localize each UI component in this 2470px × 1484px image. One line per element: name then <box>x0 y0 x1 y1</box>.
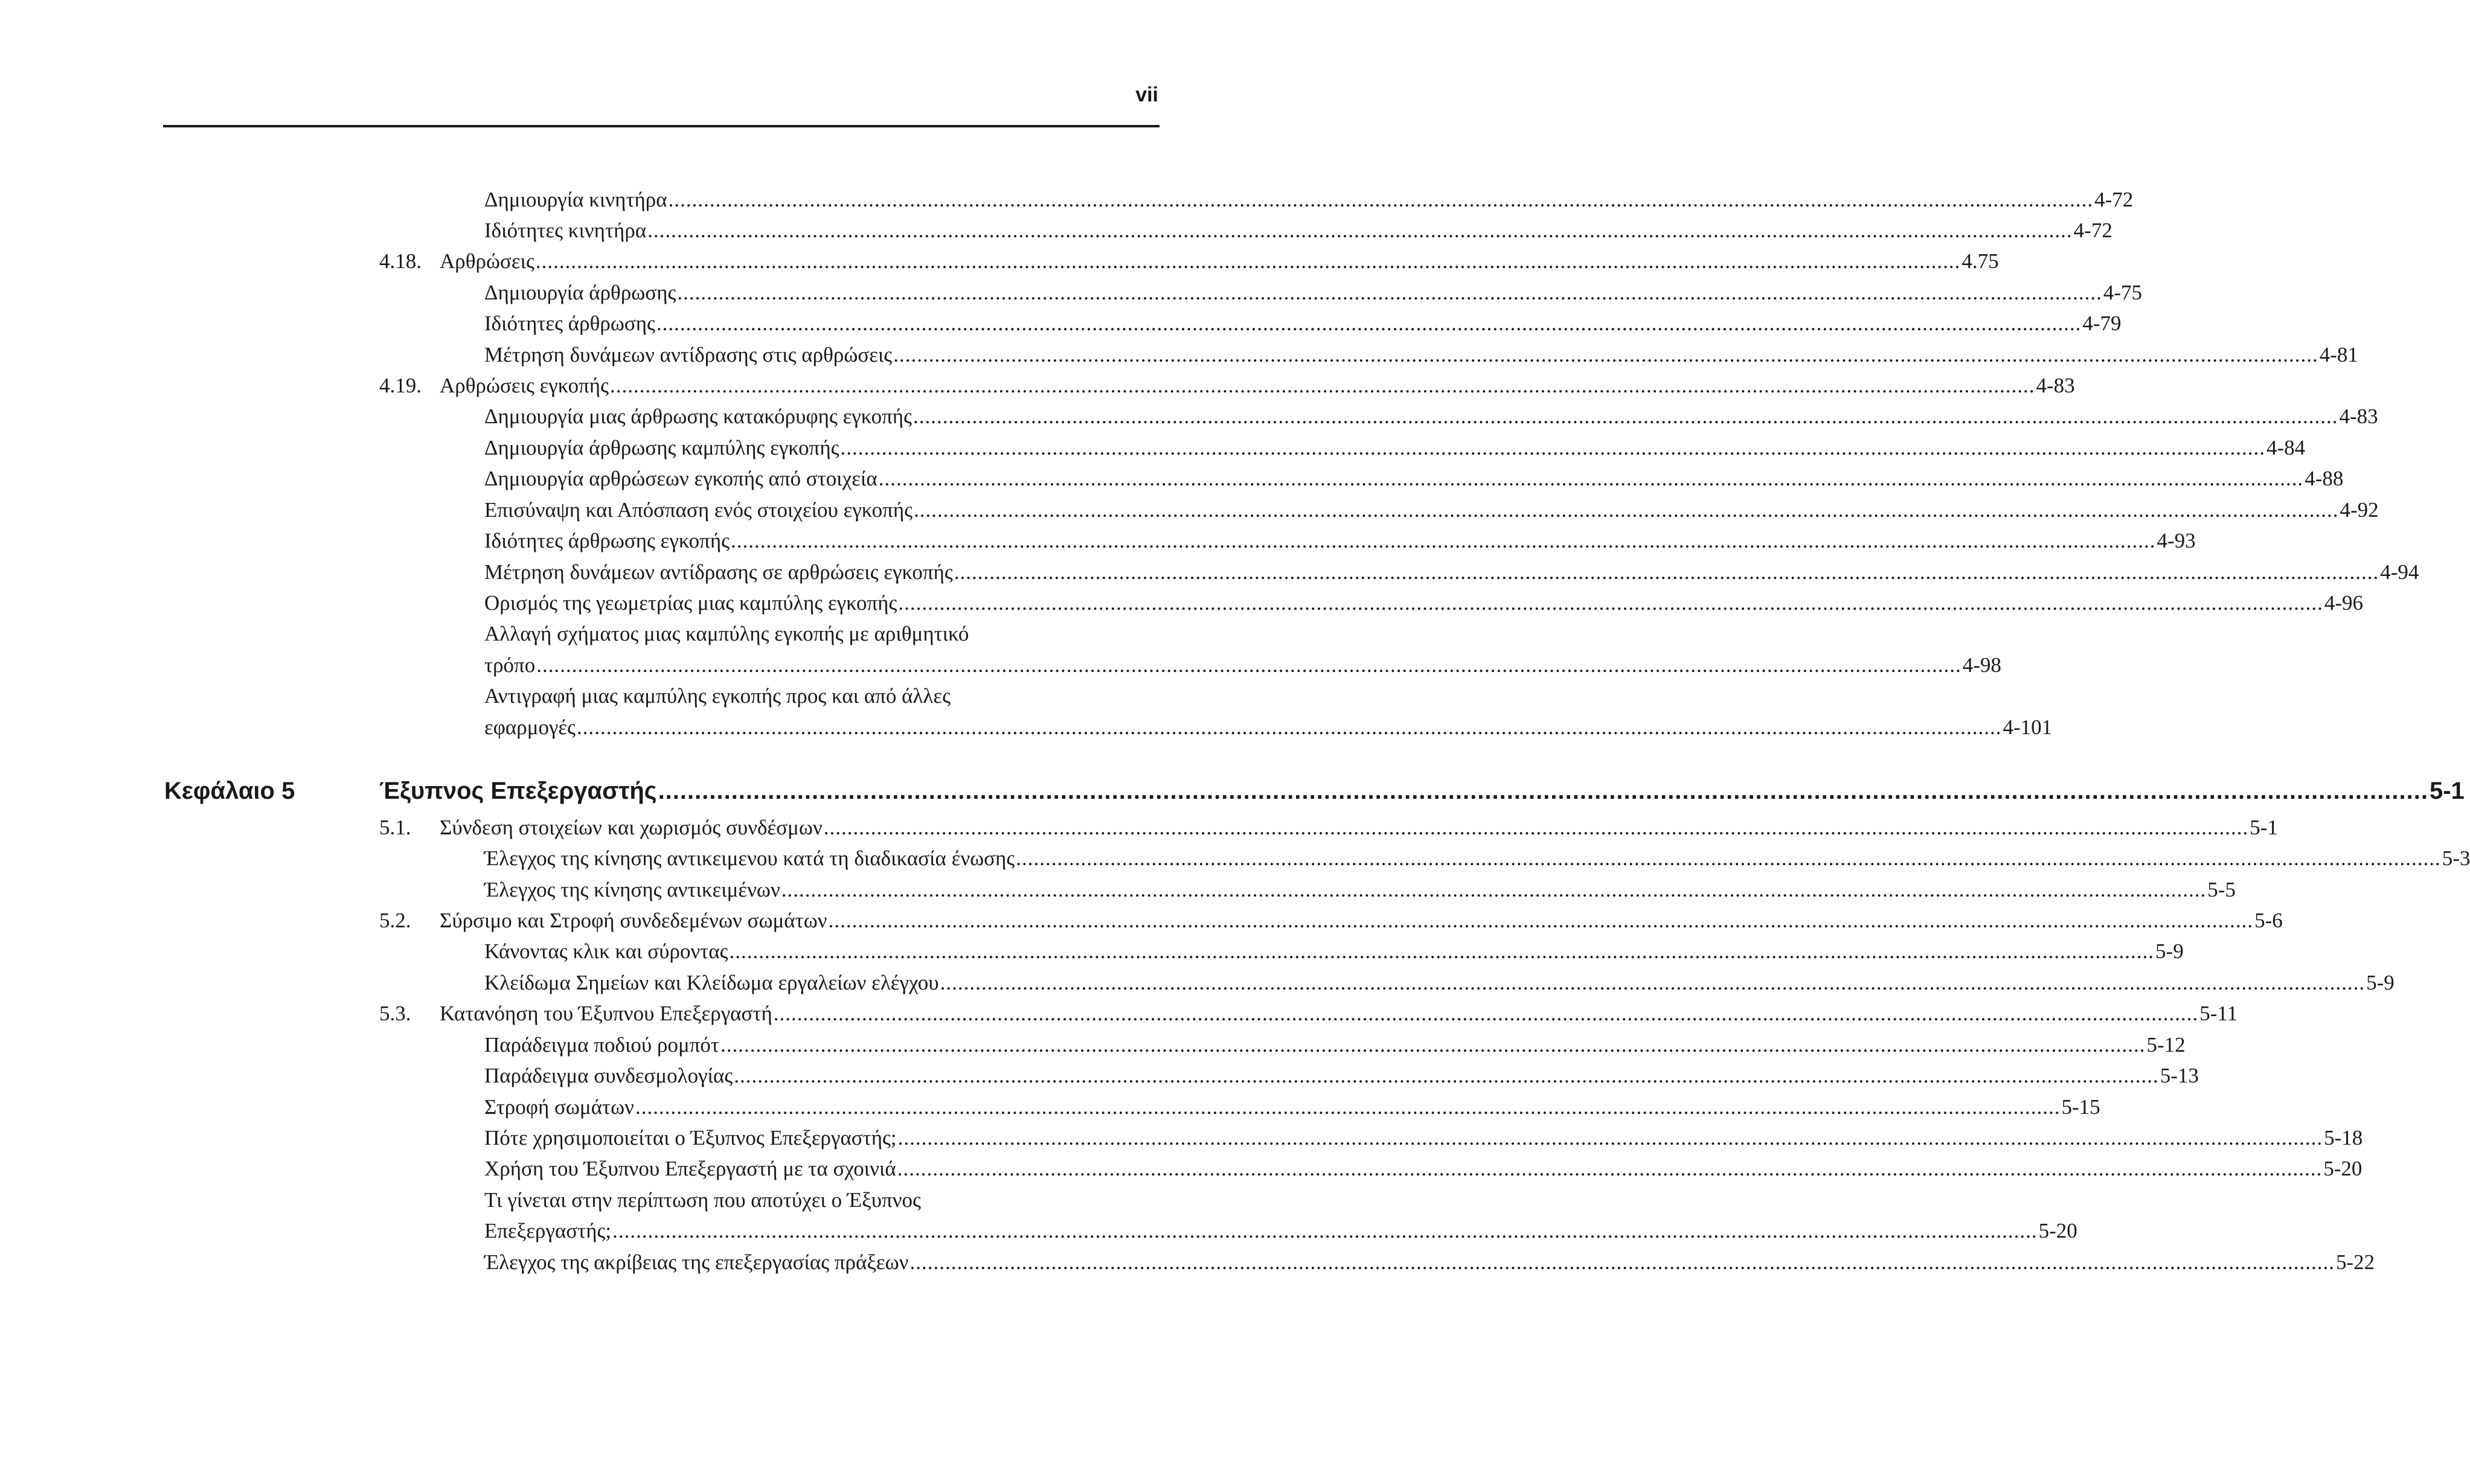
toc-entry <box>0 1247 2375 1278</box>
dot-leader: .................................................................................................................................................................................................................................................. <box>734 1064 2159 1087</box>
toc-entry-title: Κατανόηση του Έξυπνου Επεξεργαστή <box>440 1002 772 1025</box>
toc-entry-line1 <box>0 1185 1237 1215</box>
toc-entry-page: 5-11 <box>2199 1002 2238 1025</box>
toc-entry-title: Έλεγχος της ακρίβειας της επεξεργασίας πράξεων <box>484 1250 909 1274</box>
dot-leader: .................................................................................................................................................................................................................................................. <box>720 1033 2146 1057</box>
toc-section <box>0 812 2278 843</box>
toc-entry-title: Ιδιότητες κινητήρα <box>484 219 647 242</box>
toc-entry <box>0 1153 2363 1184</box>
toc-entry <box>0 1060 2199 1091</box>
toc-entry-title: Παράδειγμα ποδιού ρομπότ <box>484 1033 719 1057</box>
toc-entry-title: Αρθρώσεις εγκοπής <box>440 374 609 397</box>
dot-leader: .................................................................................................................................................................................................................................................. <box>940 971 2366 994</box>
toc-entry-page: 4-75 <box>2103 281 2143 304</box>
toc-entry-page: 5-1 <box>2250 816 2278 839</box>
toc-entry-title: Αρθρώσεις <box>440 249 534 273</box>
dot-leader: .................................................................................................................................................................................................................................................. <box>609 374 2035 397</box>
toc-entry <box>0 401 2378 432</box>
toc-entry-page: 4-72 <box>2094 188 2134 211</box>
toc-entry-title: Ιδιότητες άρθρωσης <box>484 312 655 335</box>
toc-section <box>0 905 2283 936</box>
toc-entry-title-line1: Αντιγραφή μιας καμπύλης εγκοπής προς και από άλλες <box>484 684 951 708</box>
toc-entry <box>0 1122 2363 1153</box>
chapter-heading <box>0 773 2465 809</box>
dot-leader: .................................................................................................................................................................................................................................................. <box>828 909 2254 932</box>
toc-entry-page: 5-20 <box>2038 1219 2077 1243</box>
section-number: 4.19. <box>379 374 422 397</box>
dot-leader: .................................................................................................................................................................................................................................................. <box>954 560 2379 584</box>
section-number: 4.18. <box>379 249 422 273</box>
toc-entry <box>0 712 2053 743</box>
toc-section <box>0 246 1999 277</box>
dot-leader: .................................................................................................................................................................................................................................................. <box>781 878 2207 901</box>
toc-entry-page: 4-94 <box>2380 560 2419 584</box>
section-number: 5.2. <box>379 909 411 932</box>
toc-entry-page: 4-84 <box>2266 436 2306 459</box>
toc-entry-page: 5-6 <box>2254 909 2283 932</box>
dot-leader: .................................................................................................................................................................................................................................................. <box>647 219 2073 242</box>
toc-entry <box>0 874 2236 905</box>
toc-entry-page: 5-15 <box>2061 1095 2100 1119</box>
toc-entry-page: 4-88 <box>2305 467 2344 490</box>
toc-entry-title: Δημιουργία άρθρωσης καμπύλης εγκοπής <box>484 436 839 459</box>
dot-leader: .................................................................................................................................................................................................................................................. <box>897 1157 2323 1180</box>
dot-leader: .................................................................................................................................................................................................................................................. <box>577 715 2002 739</box>
dot-leader: .................................................................................................................................................................................................................................................. <box>878 467 2304 490</box>
toc-entry-page: 4-98 <box>1962 653 2001 677</box>
section-number: 5.3. <box>379 1002 411 1025</box>
toc-entry-title: Δημιουργία άρθρωσης <box>484 281 676 304</box>
toc-entry-page: 4-81 <box>2319 343 2358 366</box>
toc-entry-title: Επεξεργαστής; <box>484 1219 612 1243</box>
toc-entry <box>0 650 2001 680</box>
toc-entry-title: Έλεγχος της κίνησης αντικειμένων <box>484 878 780 901</box>
toc-entry-page: 5-13 <box>2160 1064 2199 1087</box>
toc-entry-page: 4-96 <box>2324 591 2363 615</box>
toc-entry-title: Σύνδεση στοιχείων και χωρισμός συνδέσμων <box>440 816 823 839</box>
toc-entry <box>0 463 2344 494</box>
toc-entry-title: Κάνοντας κλικ και σύροντας <box>484 939 728 963</box>
toc-entry-title: Μέτρηση δυνάμεων αντίδρασης στις αρθρώσεις <box>484 343 893 366</box>
toc-entry-title: Σύρσιμο και Στροφή συνδεδεμένων σωμάτων <box>440 909 827 932</box>
toc-entry-line1 <box>0 618 1237 649</box>
header-rule <box>163 125 1160 127</box>
toc-entry-title: Κλείδωμα Σημείων και Κλείδωμα εργαλείων ελέγχου <box>484 971 939 994</box>
toc-entry-page: 5-18 <box>2324 1126 2363 1150</box>
toc-entry-page: 5-12 <box>2146 1033 2186 1057</box>
toc-entry-title: Επισύναψη και Απόσπαση ενός στοιχείου εγκοπής <box>484 498 913 522</box>
toc-entry-title-line1: Αλλαγή σχήματος μιας καμπύλης εγκοπής με αριθμητικό <box>484 622 969 645</box>
chapter-label: Κεφάλαιο 5 <box>164 778 295 804</box>
dot-leader: .................................................................................................................................................................................................................................................. <box>914 498 2339 522</box>
toc-entry-page: 4-79 <box>2082 312 2122 335</box>
toc-entry-page: 5-3 <box>2442 846 2470 870</box>
toc-entry <box>0 587 2363 618</box>
toc-section <box>0 370 2075 401</box>
toc-entry-page: 5-5 <box>2207 878 2236 901</box>
toc-entry <box>0 525 2196 556</box>
toc-entry-title: Παράδειγμα συνδεσμολογίας <box>484 1064 733 1087</box>
toc-entry-title: Χρήση του Έξυπνου Επεξεργαστή με τα σχοινιά <box>484 1157 896 1180</box>
chapter-page: 5-1 <box>2429 778 2465 804</box>
toc-entry-page: 5-9 <box>2155 939 2184 963</box>
dot-leader: .................................................................................................................................................................................................................................................. <box>893 343 2318 366</box>
toc-entry-title: Πότε χρησιμοποιείται ο Έξυπνος Επεξεργαστής; <box>484 1126 897 1150</box>
toc-entry <box>0 843 2470 874</box>
toc-entry <box>0 557 2419 587</box>
toc-entry-page: 5-22 <box>2335 1250 2375 1274</box>
dot-leader: .................................................................................................................................................................................................................................................. <box>677 281 2102 304</box>
toc-entry <box>0 967 2395 998</box>
toc-entry-page: 5-20 <box>2323 1157 2363 1180</box>
toc-entry-title: Έλεγχος της κίνησης αντικειμενου κατά τη διαδικασία ένωσης <box>484 846 1015 870</box>
toc-entry-line1 <box>0 680 1237 711</box>
toc-entry-title: τρόπο <box>484 653 536 677</box>
page-number: vii <box>1135 83 1158 106</box>
toc-entry <box>0 184 2134 215</box>
dot-leader: .................................................................................................................................................................................................................................................. <box>535 249 1961 273</box>
dot-leader: .................................................................................................................................................................................................................................................. <box>731 529 2156 552</box>
dot-leader: .................................................................................................................................................................................................................................................. <box>1016 846 2441 870</box>
toc-entry-title: Δημιουργία μιας άρθρωσης κατακόρυφης εγκοπής <box>484 405 912 428</box>
dot-leader: .................................................................................................................................................................................................................................................. <box>656 312 2082 335</box>
toc-entry-page: 4-83 <box>2036 374 2075 397</box>
toc-entry <box>0 308 2122 339</box>
toc-entry-page: 4-83 <box>2339 405 2378 428</box>
toc-entry-page: 4-72 <box>2073 219 2112 242</box>
dot-leader: .................................................................................................................................................................................................................................................. <box>898 591 2323 615</box>
dot-leader: .................................................................................................................................................................................................................................................. <box>612 1219 2038 1243</box>
toc-entry-page: 4-101 <box>2003 715 2053 739</box>
toc-entry-title-line1: Τι γίνεται στην περίπτωση που αποτύχει ο Έξυπνος <box>484 1188 921 1212</box>
toc-entry <box>0 936 2184 967</box>
chapter-title: Έξυπνος Επεξεργαστής <box>379 778 657 804</box>
toc-entry <box>0 1029 2186 1060</box>
toc-entry <box>0 339 2358 370</box>
toc-entry-title: Μέτρηση δυνάμεων αντίδρασης σε αρθρώσεις εγκοπής <box>484 560 953 584</box>
toc-entry-page: 4.75 <box>1962 249 1999 273</box>
toc-entry-page: 4-93 <box>2157 529 2196 552</box>
toc-entry-title: Δημιουργία κινητήρα <box>484 188 667 211</box>
toc-entry-title: Δημιουργία αρθρώσεων εγκοπής από στοιχεία <box>484 467 877 490</box>
toc-section <box>0 998 2238 1029</box>
dot-leader: .................................................................................................................................................................................................................................................. <box>913 405 2338 428</box>
toc-entry-title: εφαρμογές <box>484 715 576 739</box>
toc-entry <box>0 1092 2100 1122</box>
dot-leader: .................................................................................................................................................................................................................................................. <box>729 939 2155 963</box>
dot-leader: .................................................................................................................................................................................................................................................. <box>536 653 1962 677</box>
dot-leader: .................................................................................................................................................................................................................................................. <box>635 1095 2061 1119</box>
toc-entry <box>0 432 2306 463</box>
toc-entry-page: 5-9 <box>2366 971 2395 994</box>
section-number: 5.1. <box>379 816 411 839</box>
dot-leader: .................................................................................................................................................................................................................................................. <box>823 816 2249 839</box>
toc-entry <box>0 494 2379 525</box>
toc-entry-title: Ορισμός της γεωμετρίας μιας καμπύλης εγκοπής <box>484 591 897 615</box>
toc-entry <box>0 215 2112 246</box>
dot-leader: .................................................................................................................................................................................................................................................. <box>909 1250 2335 1274</box>
dot-leader: .................................................................................................................................................................................................................................................. <box>773 1002 2199 1025</box>
dot-leader: .................................................................................................................................................................................................................................................. <box>897 1126 2323 1150</box>
toc-entry-title: Στροφή σωμάτων <box>484 1095 634 1119</box>
dot-leader: .................................................................................................................................................................................................................................................. <box>668 188 2094 211</box>
toc-entry-page: 4-92 <box>2340 498 2379 522</box>
dot-leader: .................................................................................................................................................................................................................................................. <box>658 778 2428 804</box>
toc-entry-title: Ιδιότητες άρθρωσης εγκοπής <box>484 529 730 552</box>
toc-entry <box>0 277 2143 308</box>
dot-leader: .................................................................................................................................................................................................................................................. <box>840 436 2265 459</box>
toc-entry <box>0 1215 2077 1246</box>
